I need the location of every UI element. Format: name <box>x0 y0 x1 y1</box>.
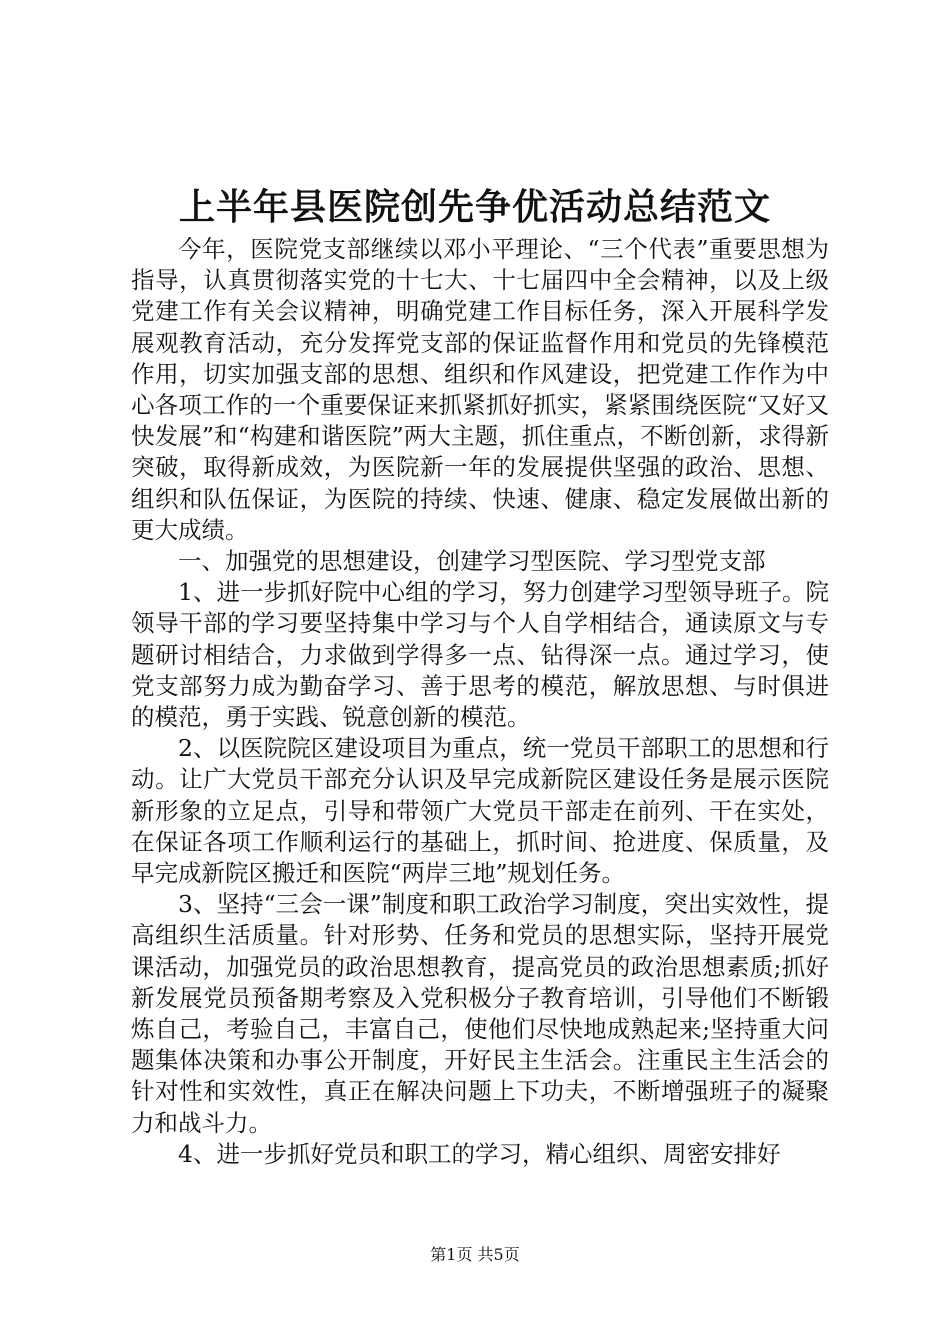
document-body <box>131 234 829 1170</box>
section-heading-1: 一、加强党的思想建设，创建学习型医院、学习型党支部 <box>178 547 766 576</box>
paragraph-item-2: 2、以医院院区建设项目为重点，统一党员干部职工的思想和行动。让广大党员干部充分认识及早完成新院区建设任务是展示医院新形象的立足点，引导和带领广大党员干部走在前列、干在实处，在保证各项工作顺利运行的基础上，抓时间、抢进度、保质量，及早完成新院区搬迁和医院“两岸三地”规划任务。 <box>131 734 829 888</box>
page-footer: 第1页 共5页 <box>430 1245 520 1264</box>
paragraph-item-1: 1、进一步抓好院中心组的学习，努力创建学习型领导班子。院领导干部的学习要坚持集中学习与个人自学相结合，通读原文与专题研讨相结合，力求做到学得多一点、钻得深一点。通过学习，使党支部努力成为勤奋学习、善于思考的模范，解放思想、与时俱进的模范，勇于实践、锐意创新的模范。 <box>131 578 829 732</box>
paragraph-item-3: 3、坚持“三会一课”制度和职工政治学习制度，突出实效性，提高组织生活质量。针对形势、任务和党员的思想实际，坚持开展党课活动，加强党员的政治思想教育，提高党员的政治思想素质;抓好新发展党员预备期考察及入党积极分子教育培训，引导他们不断锻炼自己，考验自己，丰富自己，使他们尽快地成熟起来;坚持重大问题集体决策和办事公开制度，开好民主生活会。注重民主生活会的针对性和实效性，真正在解决问题上下功夫，不断增强班子的凝聚力和战斗力。 <box>131 890 829 1137</box>
document-title: 上半年县医院创先争优活动总结范文 <box>178 186 771 228</box>
paragraph-intro: 今年，医院党支部继续以邓小平理论、“三个代表”重要思想为指导，认真贯彻落实党的十七大、十七届四中全会精神，以及上级党建工作有关会议精神，明确党建工作目标任务，深入开展科学发展观教育活动，充分发挥党支部的保证监督作用和党员的先锋模范作用，切实加强支部的思想、组织和作风建设，把党建工作作为中心各项工作的一个重要保证来抓紧抓好抓实，紧紧围绕医院“又好又快发展”和“构建和谐医院”两大主题，抓住重点，不断创新，求得新突破，取得新成效，为医院新一年的发展提供坚强的政治、思想、组织和队伍保证，为医院的持续、快速、健康、稳定发展做出新的更大成绩。 <box>131 235 829 544</box>
paragraph-item-4: 4、进一步抓好党员和职工的学习，精心组织、周密安排好 <box>178 1139 781 1168</box>
